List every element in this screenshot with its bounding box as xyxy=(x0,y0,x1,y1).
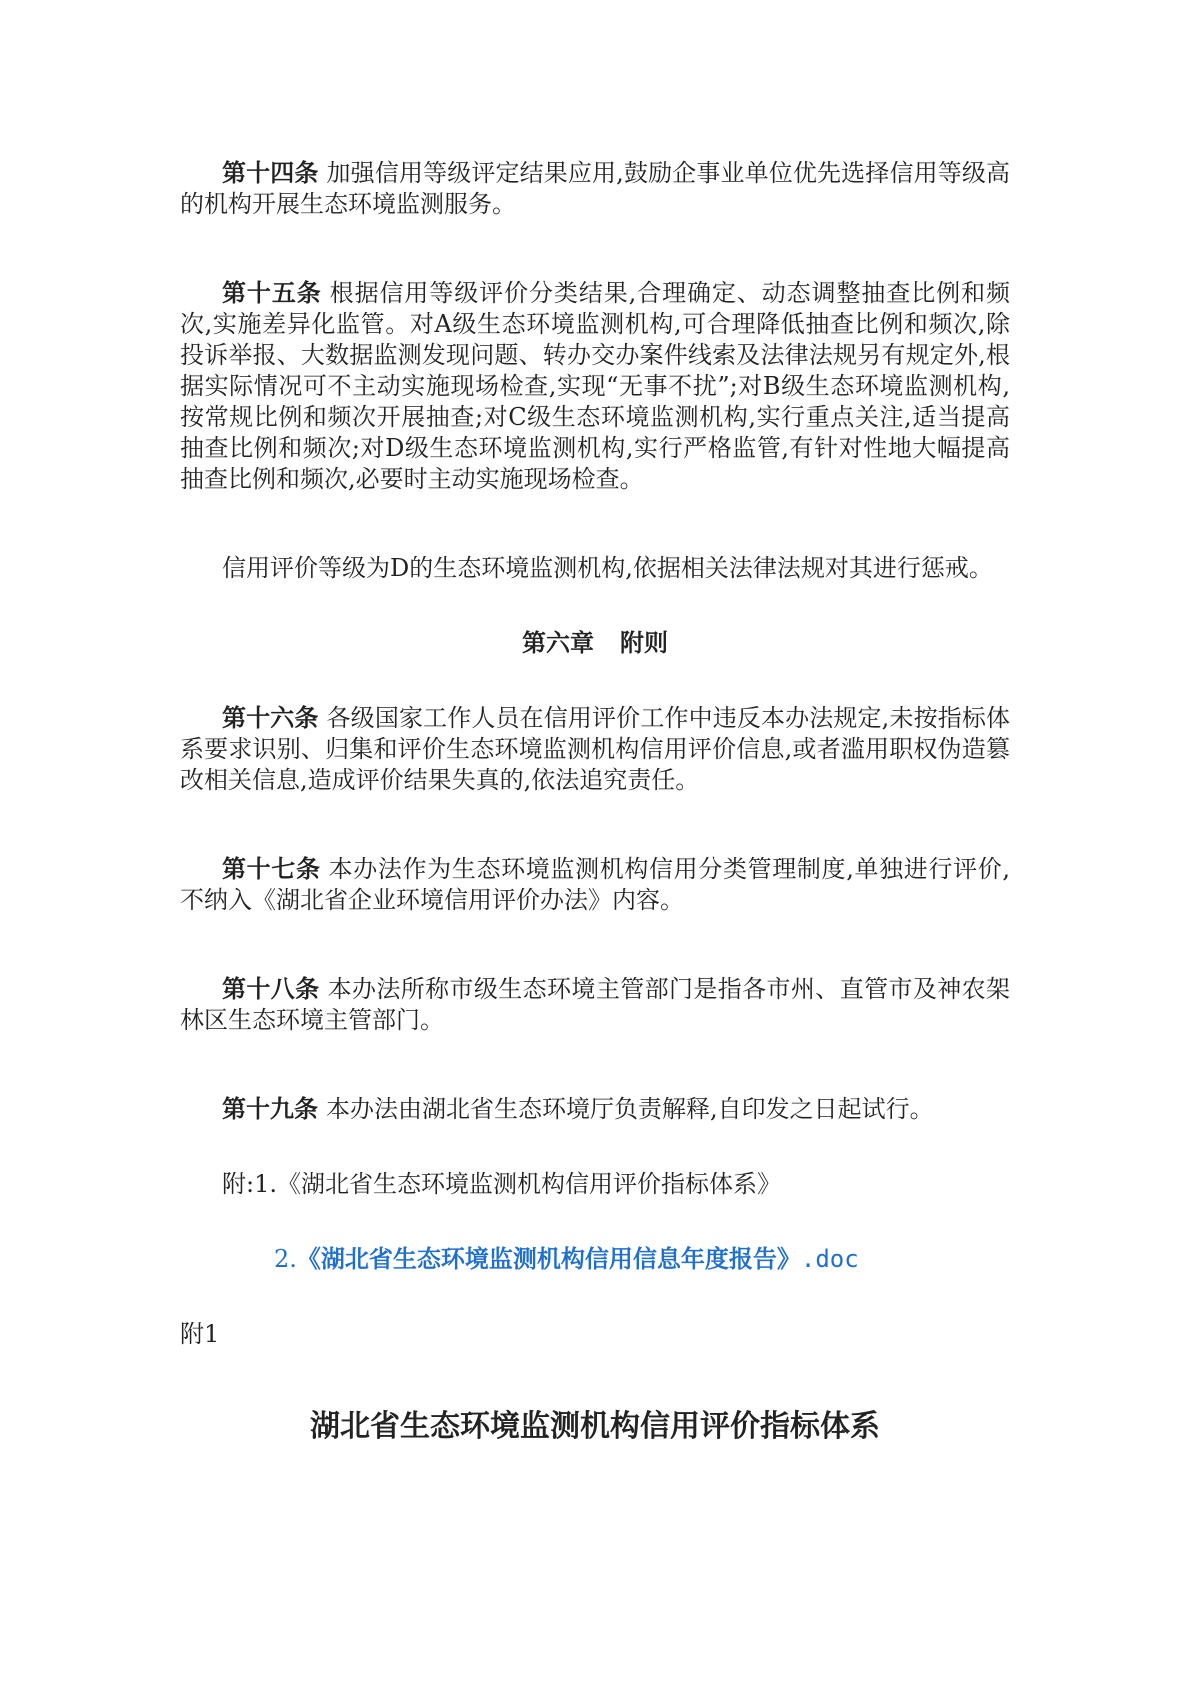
chapter-heading xyxy=(180,628,1010,659)
article-14 xyxy=(180,158,1010,220)
chapter-title: 附则 xyxy=(620,629,668,657)
article-text: 加强信用等级评定结果应用,鼓励企事业单位优先选择信用等级高的机构开展生态环境监测服务。 xyxy=(180,159,1010,218)
article-15 xyxy=(180,278,1010,495)
article-text: 根据信用等级评价分类结果,合理确定、动态调整抽查比例和频次,实施差异化监管。对A级生态环境监测机构,可合理降低抽查比例和频次,除投诉举报、大数据监测发现问题、转办交办案件线索及法律法规另有规定外,根据实际情况可不主动实施现场检查,实现“无事不扰”;对B级生态环境监测机构,按常规比例和频次开展抽查;对C级生态环境监测机构,实行重点关注,适当提高抽查比例和频次;对D级生态环境监测机构,实行严格监管,有针对性地大幅提高抽查比例和频次,必要时主动实施现场检查。 xyxy=(180,279,1010,493)
attachment-doc-link[interactable]: 《湖北省生态环境监测机构信用信息年度报告》 xyxy=(296,1245,801,1273)
article-17 xyxy=(180,854,1010,916)
article-19 xyxy=(180,1094,1010,1125)
article-text: 信用评价等级为D的生态环境监测机构,依据相关法律法规对其进行惩戒。 xyxy=(222,554,993,582)
article-number: 第十七条 xyxy=(222,855,321,883)
article-text: 本办法作为生态环境监测机构信用分类管理制度,单独进行评价,不纳入《湖北省企业环境信用评价办法》内容。 xyxy=(180,855,1010,914)
article-18 xyxy=(180,974,1010,1036)
article-number: 第十五条 xyxy=(222,279,322,307)
attachment-item-1: 附:1.《湖北省生态环境监测机构信用评价指标体系》 xyxy=(222,1170,781,1198)
article-number: 第十八条 xyxy=(222,975,320,1003)
article-number: 第十六条 xyxy=(222,704,319,732)
attachment-number: 2. xyxy=(274,1245,297,1273)
article-number: 第十九条 xyxy=(222,1095,318,1123)
article-number: 第十四条 xyxy=(222,159,319,187)
appendix-label: 附1 xyxy=(180,1320,220,1348)
article-text: 各级国家工作人员在信用评价工作中违反本办法规定,未按指标体系要求识别、归集和评价生态环境监测机构信用评价信息,或者滥用职权伪造篡改相关信息,造成评价结果失真的,依法追究责任。 xyxy=(180,704,1010,794)
appendix-title: 湖北省生态环境监测机构信用评价指标体系 xyxy=(310,1409,880,1444)
document-content xyxy=(180,158,1010,1446)
article-text: 本办法所称市级生态环境主管部门是指各市州、直管市及神农架林区生态环境主管部门。 xyxy=(180,975,1011,1034)
article-16 xyxy=(180,703,1010,796)
attachment-item-2[interactable] xyxy=(180,1244,1010,1275)
chapter-number: 第六章 xyxy=(522,629,594,657)
article-15-paragraph-2 xyxy=(180,553,1010,584)
attachment-doc-extension[interactable]: .doc xyxy=(800,1245,859,1273)
article-text: 本办法由湖北省生态环境厅负责解释,自印发之日起试行。 xyxy=(326,1095,934,1123)
